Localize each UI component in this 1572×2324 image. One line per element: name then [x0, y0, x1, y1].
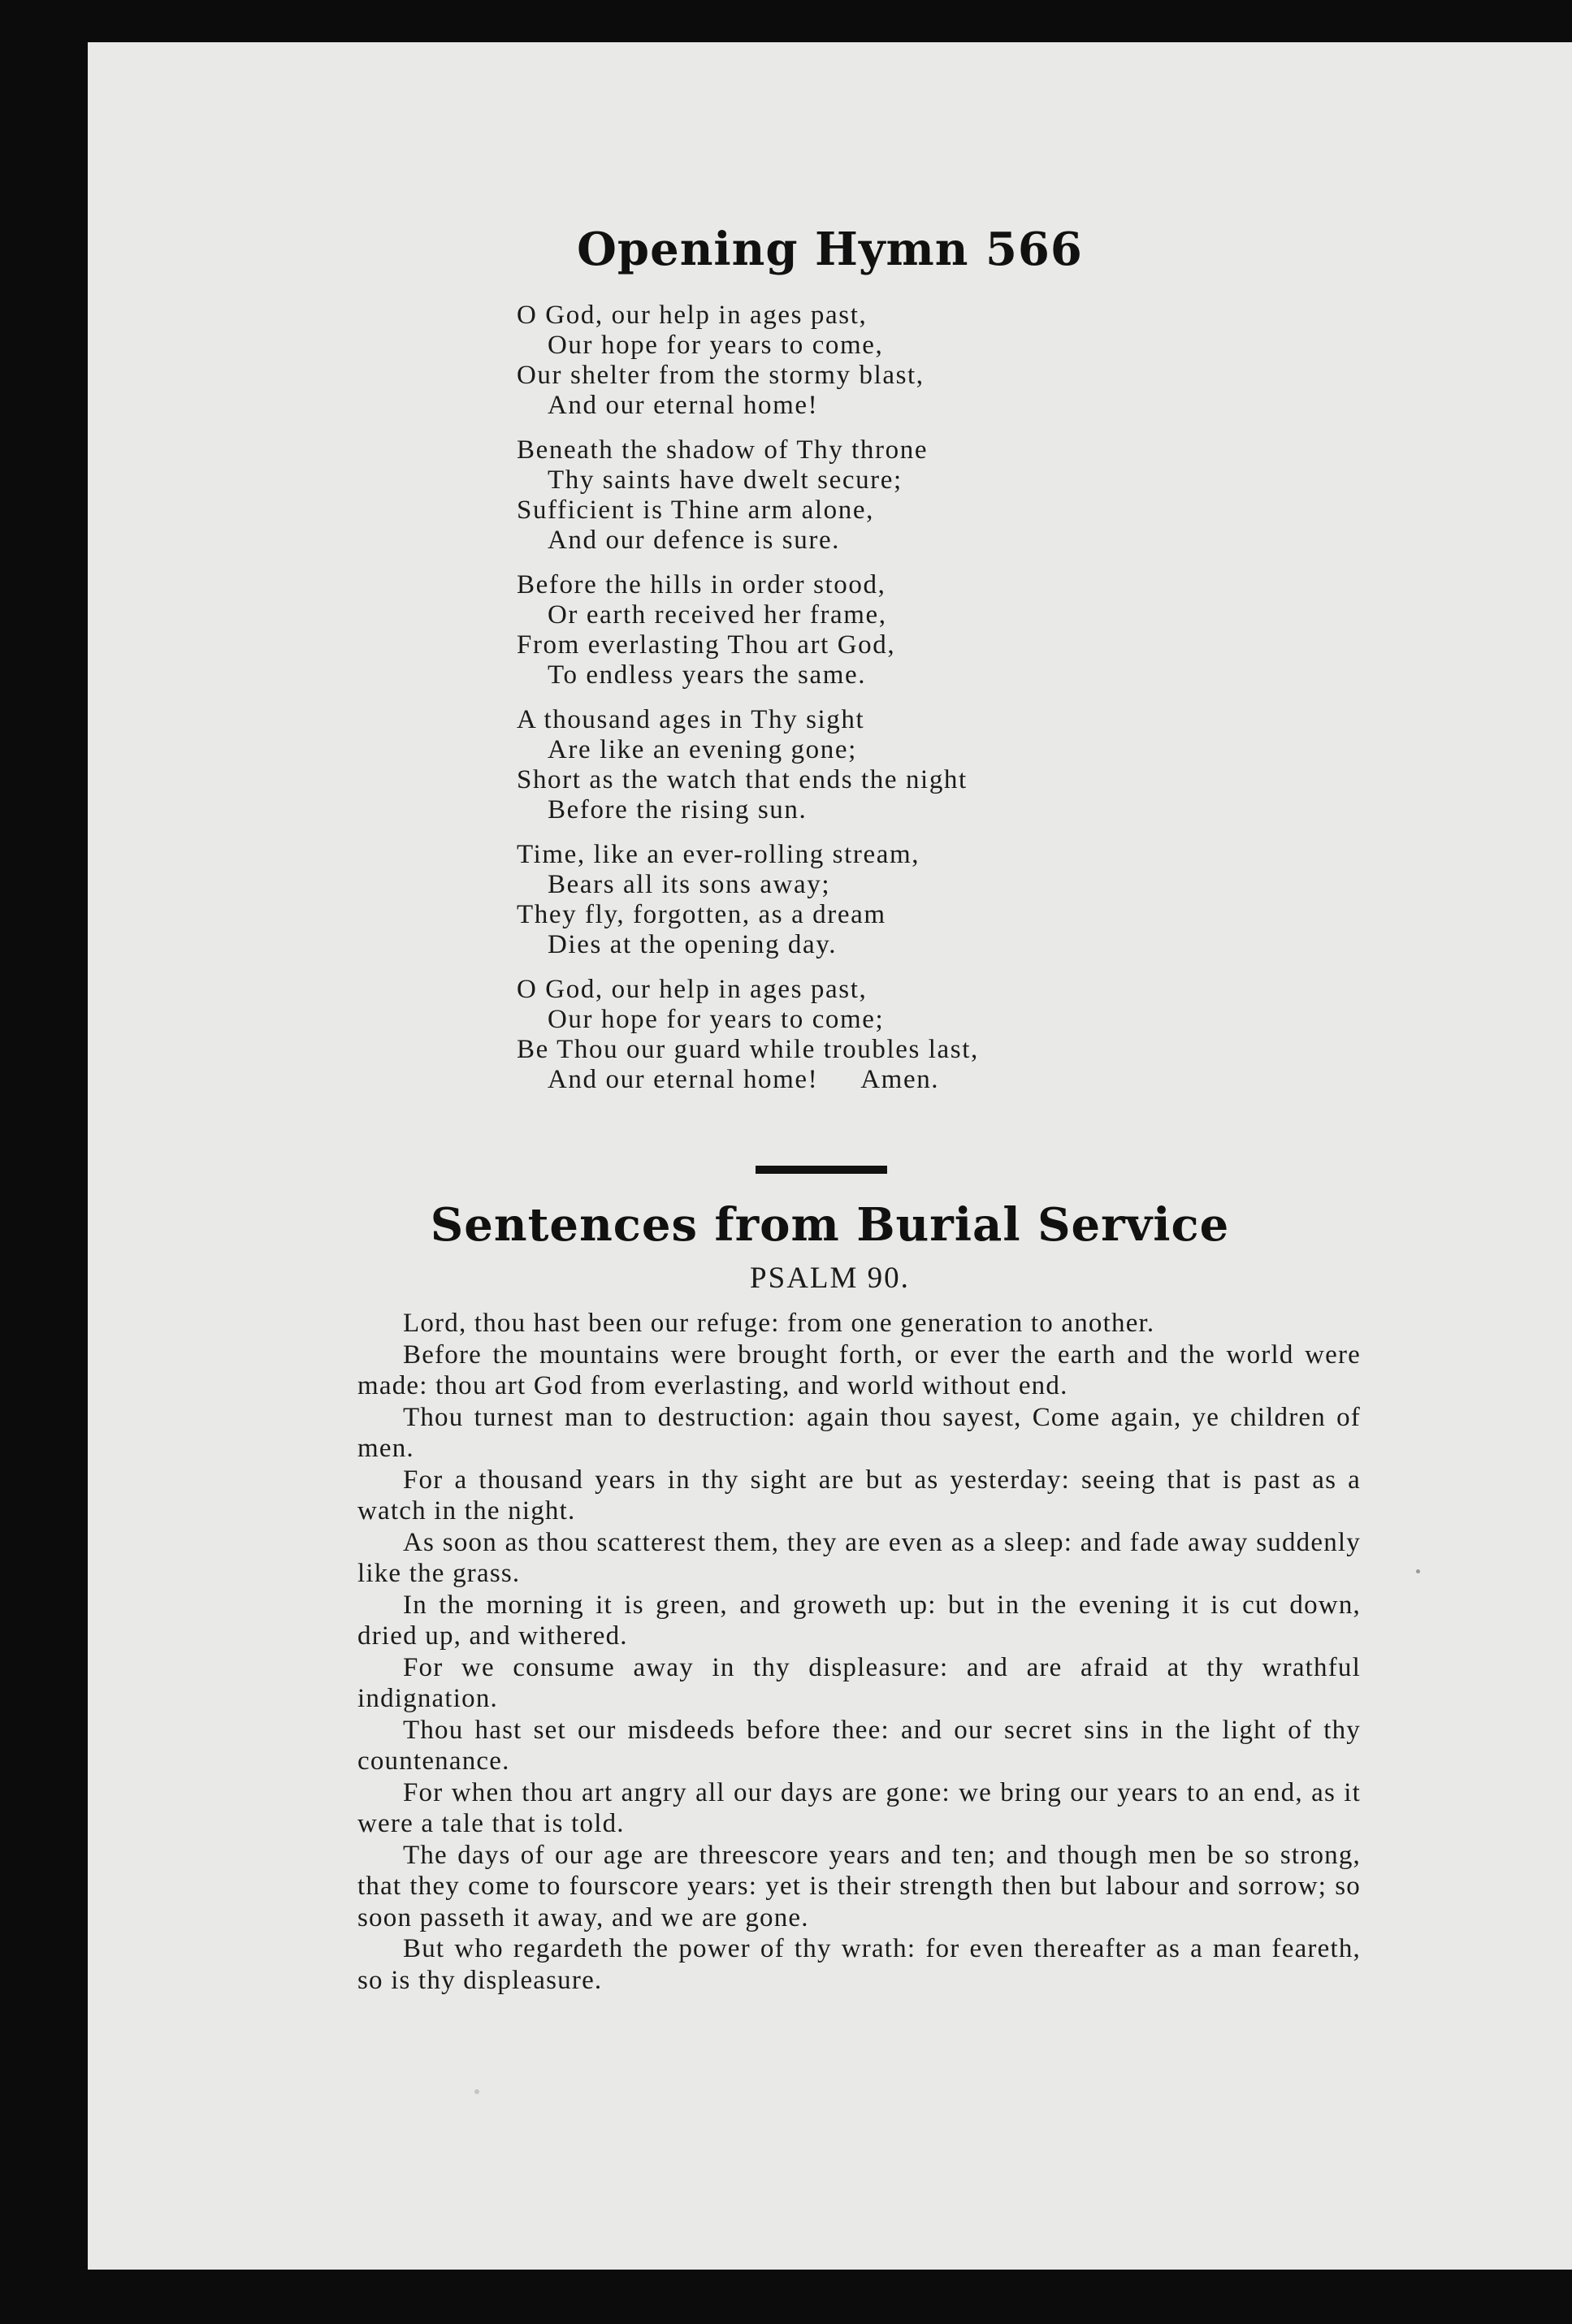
psalm-verse: In the morning it is green, and groweth up: but in the evening it is cut down, dried up, and withered.	[357, 1590, 1361, 1651]
hymn-line: Our hope for years to come,	[548, 331, 884, 360]
hymn-line	[517, 1065, 1248, 1095]
hymn-line: Be Thou our guard while troubles last,	[517, 1035, 979, 1064]
psalm-text	[357, 1308, 1361, 1996]
psalm-verse: But who regardeth the power of thy wrath: for even thereafter as a man feareth, so is thy displeasure.	[357, 1934, 1361, 1995]
section-title: Sentences from Burial Service	[430, 1198, 1230, 1252]
hymn-text	[517, 301, 1248, 1110]
hymn-line: And our eternal home!	[548, 391, 819, 420]
hymn-line: Our shelter from the stormy blast,	[517, 361, 925, 390]
hymn-line: Our hope for years to come;	[548, 1005, 885, 1034]
hymn-stanza	[517, 840, 1248, 960]
psalm-verse: As soon as thou scatterest them, they are even as a sleep: and fade away suddenly like the grass.	[357, 1527, 1361, 1588]
hymn-line: Or earth received her frame,	[548, 600, 887, 630]
hymn-line: O God, our help in ages past,	[517, 301, 868, 330]
hymn-line: Sufficient is Thine arm alone,	[517, 496, 874, 525]
hymn-line: They fly, forgotten, as a dream	[517, 900, 886, 929]
hymn-line: Beneath the shadow of Thy throne	[517, 435, 929, 465]
hymn-stanza	[517, 975, 1248, 1095]
psalm-verse: For a thousand years in thy sight are but as yesterday: seeing that is past as a watch in the night.	[357, 1465, 1361, 1526]
psalm-heading: PSALM 90.	[750, 1262, 910, 1295]
psalm-verse: Lord, thou hast been our refuge: from one generation to another.	[403, 1309, 1155, 1338]
hymn-line: Short as the watch that ends the night	[517, 765, 968, 794]
hymn-stanza	[517, 705, 1248, 825]
hymn-line: O God, our help in ages past,	[517, 975, 868, 1004]
psalm-verse: Before the mountains were brought forth, or ever the earth and the world were made: thou art God from everlasting, and world without end.	[357, 1339, 1361, 1400]
hymn-line: Are like an evening gone;	[548, 735, 857, 764]
section-divider	[756, 1166, 887, 1174]
scanned-page	[88, 42, 1572, 2270]
hymn-stanza	[517, 301, 1248, 421]
hymn-line: Thy saints have dwelt secure;	[548, 465, 903, 495]
psalm-verse: For when thou art angry all our days are gone: we bring our years to an end, as it were a tale that is told.	[357, 1777, 1361, 1838]
psalm-verse: Thou turnest man to destruction: again thou sayest, Come again, ye children of men.	[357, 1402, 1361, 1463]
hymn-line-text: And our eternal home!	[548, 1065, 819, 1094]
hymn-stanza	[517, 570, 1248, 690]
hymn-line: To endless years the same.	[548, 660, 867, 690]
hymn-line: Bears all its sons away;	[548, 870, 831, 899]
hymn-line: And our defence is sure.	[548, 526, 841, 555]
psalm-verse: The days of our age are threescore years and ten; and though men be so strong, that they come to fourscore years: yet is their strength then but labour and sorrow; so soon passeth it away, and we are gone.	[357, 1840, 1361, 1932]
psalm-verse: Thou hast set our misdeeds before thee: and our secret sins in the light of thy countenance.	[357, 1715, 1361, 1776]
hymn-line: From everlasting Thou art God,	[517, 630, 896, 660]
paper-speck	[474, 2089, 479, 2094]
hymn-line: Dies at the opening day.	[548, 930, 838, 959]
hymn-amen: Amen.	[860, 1065, 940, 1094]
hymn-line: Before the hills in order stood,	[517, 570, 886, 599]
hymn-stanza	[517, 435, 1248, 556]
hymn-line: Time, like an ever-rolling stream,	[517, 840, 920, 869]
psalm-verse: For we consume away in thy displeasure: and are afraid at thy wrathful indignation.	[357, 1652, 1361, 1713]
hymn-title: Opening Hymn 566	[577, 223, 1083, 276]
hymn-line: Before the rising sun.	[548, 795, 808, 824]
paper-speck	[1416, 1569, 1420, 1573]
hymn-line: A thousand ages in Thy sight	[517, 705, 865, 734]
